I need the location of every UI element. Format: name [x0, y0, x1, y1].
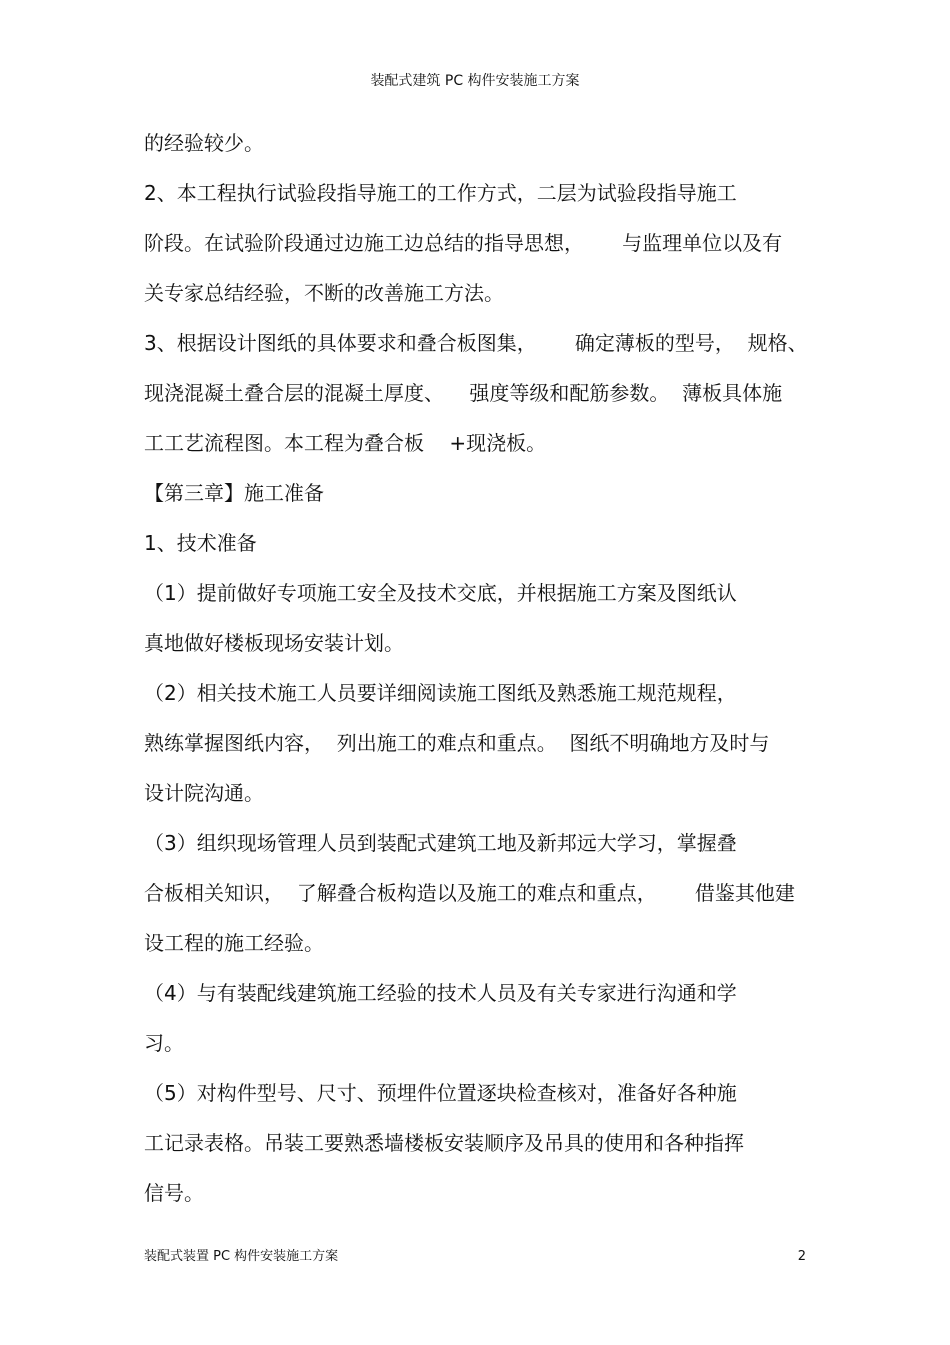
page-number: 2	[797, 1249, 806, 1264]
body-line: 阶段。在试验阶段通过边施工边总结的指导思想， 与监理单位以及有	[144, 231, 783, 255]
body-line: 设工程的施工经验。	[144, 931, 324, 955]
body-line: 设计院沟通。	[144, 781, 264, 805]
body-line: 关专家总结经验，不断的改善施工方法。	[144, 281, 504, 305]
body-line: 合板相关知识， 了解叠合板构造以及施工的难点和重点， 借鉴其他建	[144, 881, 795, 905]
section-heading: 1、技术准备	[144, 531, 257, 555]
body-line: 2、本工程执行试验段指导施工的工作方式，二层为试验段指导施工	[144, 181, 737, 205]
body-line: 真地做好楼板现场安装计划。	[144, 631, 404, 655]
page-footer-title: 装配式装置 PC 构件安装施工方案	[144, 1249, 339, 1264]
body-line: （2）相关技术施工人员要详细阅读施工图纸及熟悉施工规范规程，	[144, 681, 737, 705]
body-line: 工工艺流程图。本工程为叠合板 +现浇板。	[144, 431, 547, 455]
body-line: 习。	[144, 1031, 184, 1055]
body-line: （1）提前做好专项施工安全及技术交底，并根据施工方案及图纸认	[144, 581, 737, 605]
body-line: （4）与有装配线建筑施工经验的技术人员及有关专家进行沟通和学	[144, 981, 737, 1005]
chapter-heading: 【第三章】施工准备	[144, 481, 324, 505]
body-text	[144, 124, 824, 1224]
body-line: 信号。	[144, 1181, 204, 1205]
body-line: 工记录表格。吊装工要熟悉墙楼板安装顺序及吊具的使用和各种指挥	[144, 1131, 744, 1155]
body-line: 熟练掌握图纸内容， 列出施工的难点和重点。 图纸不明确地方及时与	[144, 731, 770, 755]
body-line: 的经验较少。	[144, 131, 264, 155]
body-line: （5）对构件型号、尺寸、预埋件位置逐块检查核对，准备好各种施	[144, 1081, 737, 1105]
body-line: 3、根据设计图纸的具体要求和叠合板图集， 确定薄板的型号， 规格、	[144, 331, 808, 355]
page-header: 装配式建筑 PC 构件安装施工方案	[370, 73, 580, 89]
body-line: 现浇混凝土叠合层的混凝土厚度、 强度等级和配筋参数。 薄板具体施	[144, 381, 783, 405]
body-line: （3）组织现场管理人员到装配式建筑工地及新邦远大学习，掌握叠	[144, 831, 737, 855]
